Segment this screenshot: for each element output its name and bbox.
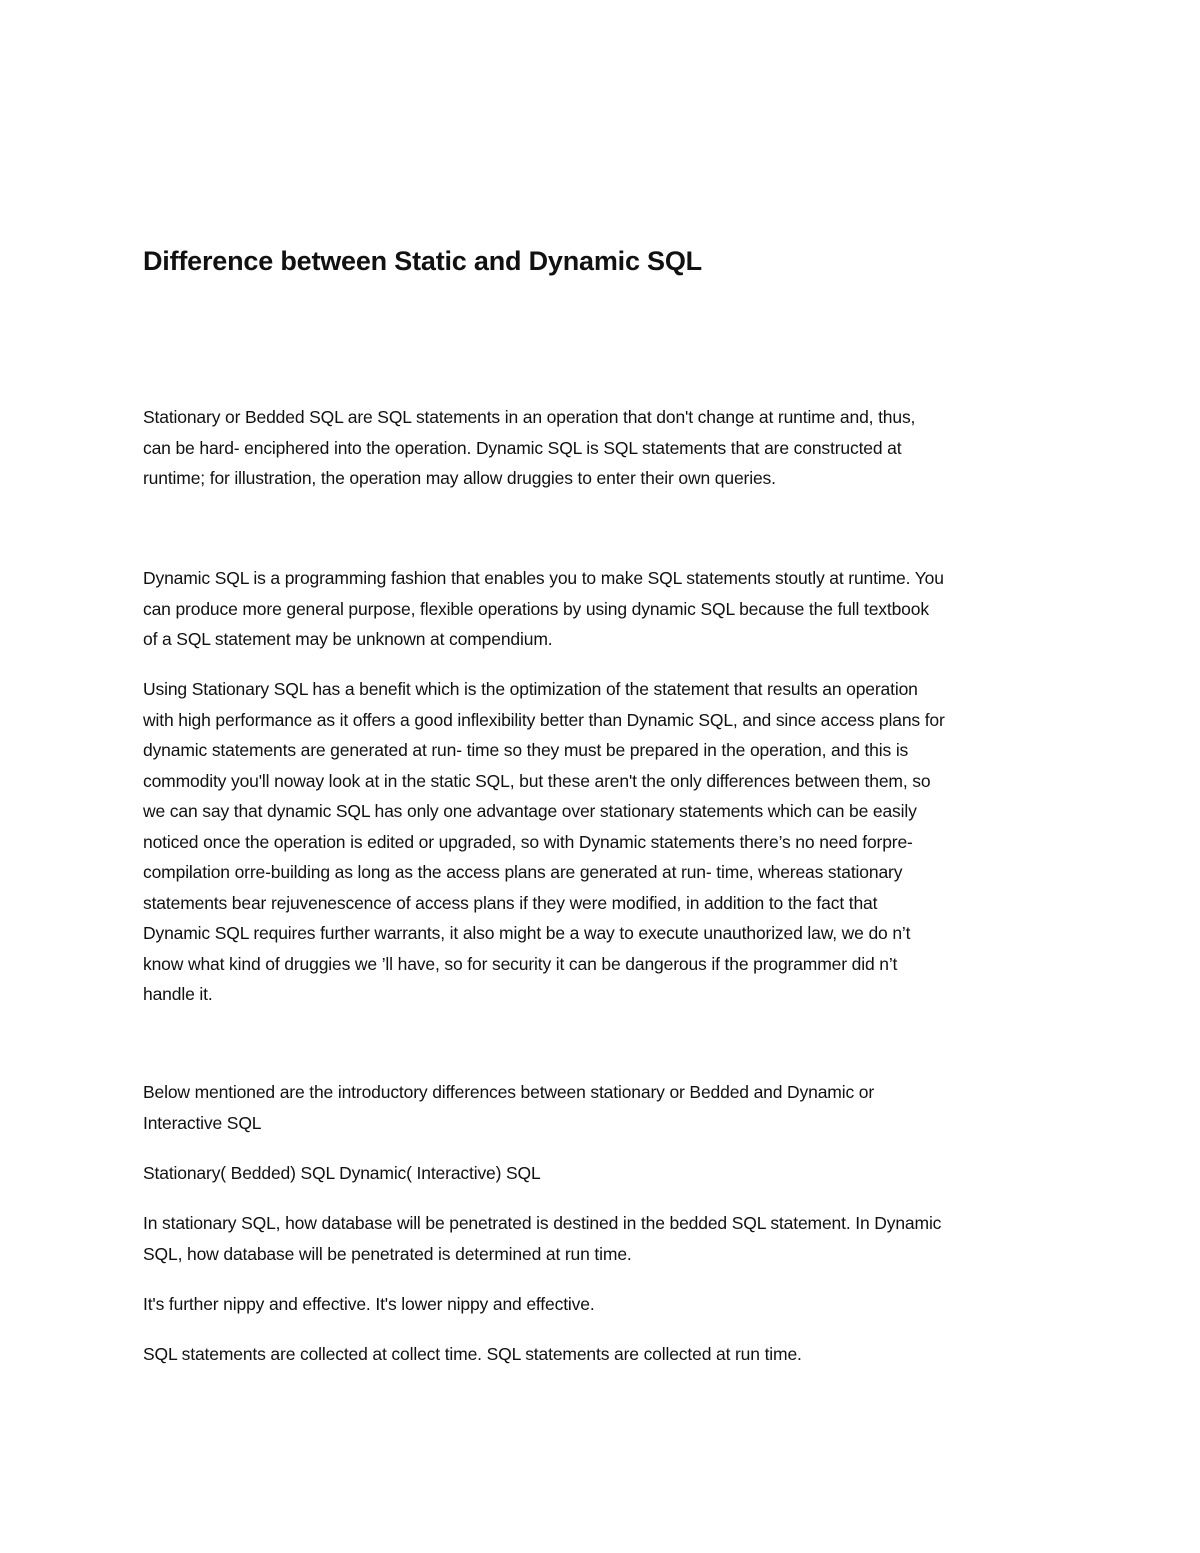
paragraph-line: Below mentioned are the introductory differences between stationary or Bedded and Dynamic or <box>143 1082 875 1102</box>
paragraph-column-headings <box>143 1158 1068 1189</box>
paragraph-line: Interactive SQL <box>143 1112 262 1133</box>
paragraph-dynamic-definition <box>143 563 1068 655</box>
paragraph-line: Dynamic SQL is a programming fashion that enables you to make SQL statements stoutly at runtime. You <box>143 568 944 588</box>
paragraph-line: runtime; for illustration, the operation may allow druggies to enter their own queries. <box>143 468 776 488</box>
paragraph-line: Dynamic SQL requires further warrants, it also might be a way to execute unauthorized law, we do n’t <box>143 923 911 943</box>
paragraph-line: SQL statements are collected at collect time. SQL statements are collected at run time. <box>143 1344 802 1364</box>
paragraph-line: SQL, how database will be penetrated is determined at run time. <box>143 1243 632 1264</box>
paragraph-line: know what kind of druggies we ’ll have, so for security it can be dangerous if the programmer did n’t <box>143 953 898 974</box>
paragraph-difference-access <box>143 1208 1068 1269</box>
paragraph-difference-compile <box>143 1339 1068 1370</box>
paragraph-line: commodity you'll noway look at in the static SQL, but these aren't the only differences between them, so <box>143 770 931 791</box>
paragraph-line: It's further nippy and effective. It's lower nippy and effective. <box>143 1294 595 1314</box>
paragraph-line: compilation orre-building as long as the access plans are generated at run- time, whereas stationary <box>143 862 903 882</box>
paragraph-line: can be hard- enciphered into the operation. Dynamic SQL is SQL statements that are constructed at <box>143 437 902 458</box>
paragraph-line: handle it. <box>143 984 213 1004</box>
paragraph-line: can produce more general purpose, flexible operations by using dynamic SQL because the full textbook <box>143 598 929 619</box>
paragraph-comparison <box>143 674 1068 1010</box>
paragraph-line: statements bear rejuvenescence of access plans if they were modified, in addition to the fact that <box>143 892 878 913</box>
paragraph-static-definition <box>143 402 1068 494</box>
paragraph-line: with high performance as it offers a good inflexibility better than Dynamic SQL, and since access plans for <box>143 709 945 730</box>
paragraph-line: Stationary( Bedded) SQL Dynamic( Interactive) SQL <box>143 1163 541 1183</box>
paragraph-difference-speed <box>143 1289 1068 1320</box>
paragraph-line: Stationary or Bedded SQL are SQL statements in an operation that don't change at runtime and, thus, <box>143 407 916 427</box>
paragraph-line: we can say that dynamic SQL has only one advantage over stationary statements which can be easily <box>143 801 917 821</box>
paragraph-line: In stationary SQL, how database will be penetrated is destined in the bedded SQL statement. In Dynamic <box>143 1213 942 1233</box>
document-title: Difference between Static and Dynamic SQL <box>143 246 702 276</box>
paragraph-differences-intro <box>143 1077 1068 1138</box>
paragraph-line: Using Stationary SQL has a benefit which is the optimization of the statement that results an operation <box>143 679 918 699</box>
paragraph-line: of a SQL statement may be unknown at compendium. <box>143 629 553 649</box>
paragraph-line: noticed once the operation is edited or upgraded, so with Dynamic statements there’s no need forpre- <box>143 831 913 852</box>
paragraph-line: dynamic statements are generated at run- time so they must be prepared in the operation, and this is <box>143 740 909 760</box>
